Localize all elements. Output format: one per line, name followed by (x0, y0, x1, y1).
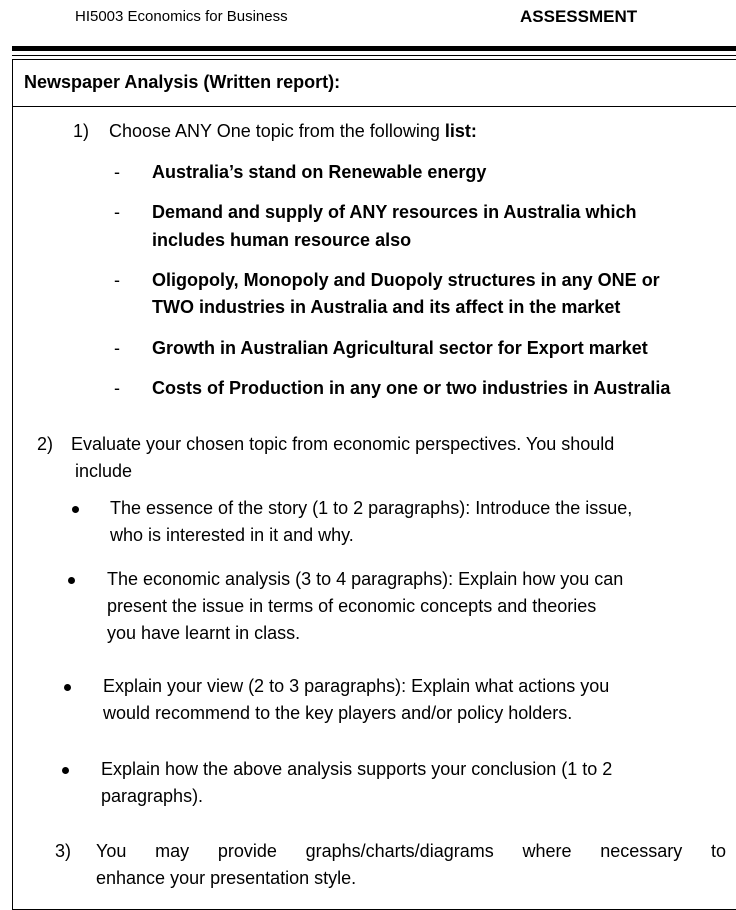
topic-dash: - (114, 162, 120, 182)
topic-4-line-1: Growth in Australian Agricultural sector for Export market (152, 338, 648, 358)
bullet-dot (68, 577, 75, 584)
item-2-line-1: Evaluate your chosen topic from economic perspectives. You should (71, 434, 615, 454)
topic-dash: - (114, 378, 120, 398)
bullet-4-line-2: paragraphs). (101, 786, 204, 806)
item-1-number: 1) (73, 121, 90, 141)
section-title: Newspaper Analysis (Written report): (24, 72, 341, 92)
bullet-3-line-1: Explain your view (2 to 3 paragraphs): Explain what actions you (103, 676, 610, 696)
topic-1-line-1: Australia’s stand on Renewable energy (152, 162, 487, 182)
topic-2-line-1: Demand and supply of ANY resources in Australia which (152, 202, 637, 222)
bullet-3-line-2: would recommend to the key players and/or policy holders. (103, 703, 573, 723)
bullet-4-line-1: Explain how the above analysis supports your conclusion (1 to 2 (101, 759, 613, 779)
item-1-text (109, 118, 477, 145)
bullet-dot (72, 506, 79, 513)
item-1-text-bold: list: (444, 121, 477, 141)
topic-dash: - (114, 270, 120, 290)
bullet-2-line-3: you have learnt in class. (107, 623, 301, 643)
assessment-label: ASSESSMENT (520, 7, 638, 26)
bullet-1-line-1: The essence of the story (1 to 2 paragraphs): Introduce the issue, (110, 498, 633, 518)
topic-2-line-2: includes human resource also (152, 230, 412, 250)
item-3-line-1: You may provide graphs/charts/diagrams where necessary to (96, 841, 726, 861)
bullet-2-line-2: present the issue in terms of economic concepts and theories (107, 596, 597, 616)
item-3-number: 3) (55, 841, 72, 861)
bullet-2-line-1: The economic analysis (3 to 4 paragraphs): Explain how you can (107, 569, 624, 589)
topic-dash: - (114, 202, 120, 222)
header-rule-thick (12, 46, 736, 51)
item-2-number: 2) (37, 434, 54, 454)
bullet-dot (64, 684, 71, 691)
header-rule-thin (12, 55, 736, 56)
topic-5-line-1: Costs of Production in any one or two industries in Australia (152, 378, 671, 398)
item-2-line-2: include (75, 461, 133, 481)
topic-3-line-1: Oligopoly, Monopoly and Duopoly structures in any ONE or (152, 270, 660, 290)
topic-3-line-2: TWO industries in Australia and its affect in the market (152, 297, 621, 317)
item-3-line-2: enhance your presentation style. (96, 868, 357, 888)
course-code-title: HI5003 Economics for Business (75, 8, 288, 25)
topic-dash: - (114, 338, 120, 358)
bullet-1-line-2: who is interested in it and why. (110, 525, 354, 545)
title-separator (12, 106, 736, 107)
bullet-dot (62, 767, 69, 774)
item-1-text-regular: Choose ANY One topic from the following (109, 121, 445, 141)
